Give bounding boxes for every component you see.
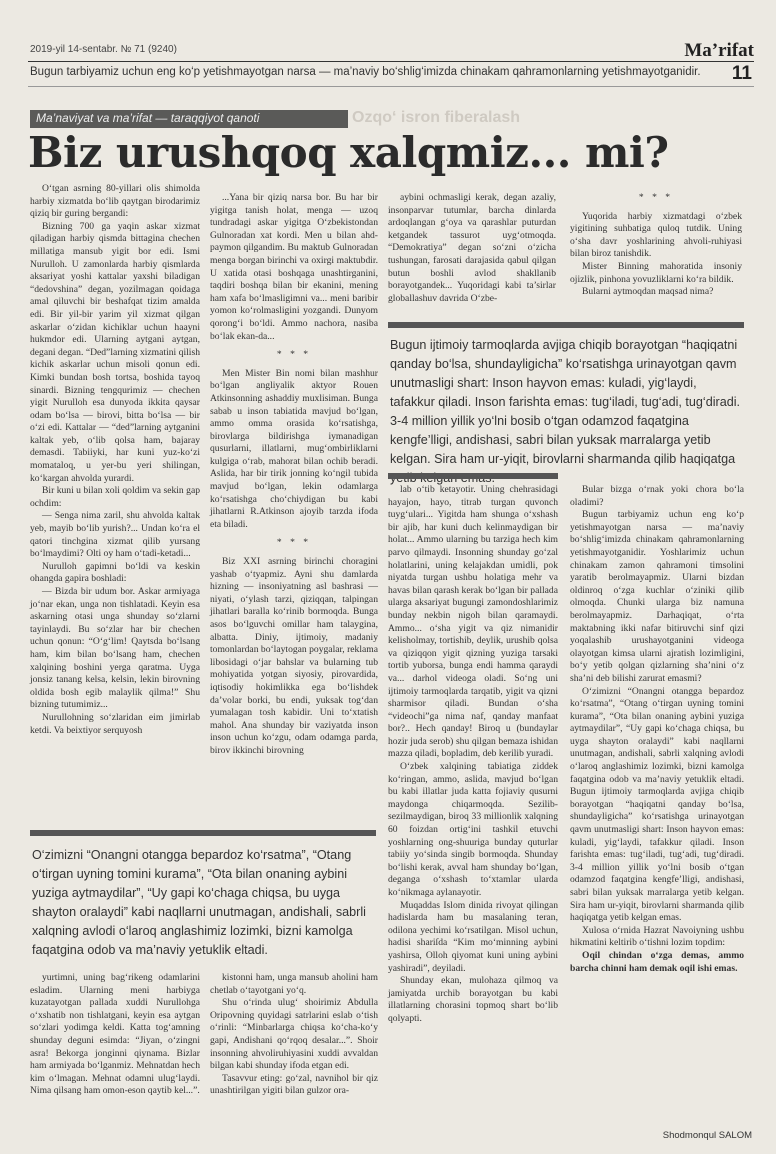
paragraph: Shu o‘rinda ulug‘ shoirimiz Abdulla Oripovning quyidagi satrlarini eslab o‘tish o‘rinli: “Minbarlarga chiqsa ko‘cha-ko‘y gapi, Andishani qo‘rqoq desalar...”. Shoir insonning ahvoliruhiyasini xuddi avvaldan bilgan kabi shunday ifoda etgan edi.	[210, 997, 378, 1072]
paragraph: lab o‘tib ketayotir. Uning chehrasidagi hayajon, hayo, titrab turgan quvonch tuyg‘ulari... Yigitda ham shunga o‘xshash bir ajib, har kuni duch kelinmaydigan bir holat... Ammo ularning bu tarziga hech kim parvo qilmaydi. Insonning shunday go‘zal holatlarini, uning kelajakdan umidli, pok niyatda turgan ushbu holatiga mehr va havas bilan qarash kerak bo‘lgan bir pallada ularga aksariyat bugungi zamondoshlarimiz bunday nekbin nigoh bilan qaramaydi. Ammo... o‘sha yigit va qiz nimanidir kelisholmay, tortishib, deylik, urushib qolsa va qiziqqon yigit qizning yuziga tarsaki tortib yuborsa, bunga endi hamma qaraydi va... darhol videoga oladi. So‘ng uni ijtimoiy tarmoqlarda tarqatib, yigit va qizni sharmisor qiladi. Bundan o‘sha “videochi”ga nima naf, qanday manfaat bor?.. Hech qanday! Biroq u (bundaylar hozir juda serob) shu qilgan bemaza ishidan mazza qiladi, bopladim, deb kerilib yuradi.	[388, 484, 558, 760]
paragraph: kistonni ham, unga mansub aholini ham chetlab o‘tayotgani yo‘q.	[210, 972, 378, 996]
author-signature: Shodmonqul SALOM	[662, 1130, 752, 1141]
section-divider-stars: * * *	[638, 192, 674, 203]
paragraph: Biz XXI asrning birinchi choragini yashab o‘tyapmiz. Ayni shu damlarda hizning — insoniyatning asl bashrasi — niyati, o‘ylash tarzi, qiziqqan, talpingan jihatlari baralla ko‘rinib bormoqda. Bunga asos bo‘lguvchi omillar ham talaygina, albatta. Diniy, ijtimoiy, madaniy tomonlardan bo‘laytogan poygalar, reklama libosidagi o‘jar bahslar va bularning tub mohiyatida yotgan siyosiy, pirovardida, iqtisodiy hokimlikka ega bo‘lishdek da’volar borki, bu endi, yuksak tog‘dan yumalagan tosh kabidir. Uni to‘xtatish mahol. Ana shunday bir vaziyatda inson inson uchun ko‘zgu, odam odamga parda, birov ikkinchi birovning	[210, 556, 378, 756]
paragraph: yurtimni, uning bag‘rikeng odamlarini esladim. Ularning meni harbiyga kuzatayotgan pallada xuddi Nurullohga o‘xshatib non tishlatgani, keyin esa aytgan so‘zlari yodimga keldi. Katta tog‘amning shunday deguni esimda: “Jiyan, o‘zingni asra! Bekorga jonginni qiynama. Bizlar ham armiyada bo‘lganmiz. Mehnatdan hech kim o‘lmagan. Mehnat odamni ulug‘laydi. Nima qilsang ham omon-eson qaytib kel...”.	[30, 972, 200, 1097]
paragraph: Bularni aytmoqdan maqsad nima?	[582, 286, 714, 298]
header-slogan: Bugun tarbiyamiz uchun eng ko‘p yetishmayotgan narsa — ma’naviy bo‘shlig‘imizda chinakam qahramonlarning yetishmayotganidir.	[30, 66, 701, 78]
article-column-5	[388, 484, 558, 1074]
paragraph: Shunday ekan, mulohaza qilmoq va jamiyatda urchib borayotgan bu kabi illatlarning chorasini topmoq shart bo‘lib qolyapti.	[388, 975, 558, 1024]
paragraph: O‘zimizni “Onangni otangga bepardoz ko‘rsatma”, “Otang o‘tirgan uyning tomini kurama”, “Ota bilan onaning aybini yuziga aytmaydilar”, “Uy gapi ko‘chaga chiqsa, bu uyga shayton oralaydi” kabi naqllarni unutmagan, andishali, sabrli xalqning avlodi o‘laroq anglashimiz lozimki, bizni kamolga faqatgina odob va ma’naviy yetuklik eltadi. Bugun ijtimoiy tarmoqlarda avjiga chiqib borayotgan “haqiqatni qanday bo‘lsa, shundayligicha” ko‘rsatishga urinayotgan qavm unutmasligi shart: Inson hayvon emas: kuladi, yig‘laydi, tafakkur qiladi. Inson farishta emas: tug‘iladi, tug‘adi, tug‘diradi. 3-4 million yillik yo‘lni bosib o‘tgan odamzod faqatgina kengfe’lligi, andishasi, sabri bilan yuksak marralarga yetib kelgan. Sira ham ur-yiqit, birovlarni sharmanda qilib haqiqatga yetib kelgan emas.	[570, 685, 744, 924]
article-column-8	[210, 972, 378, 1112]
navoiy-quote: Oqil chindan o‘zga demas, ammo barcha chinni ham demak oqil ishi emas.	[570, 949, 744, 974]
paragraph: Tasavvur eting: go‘zal, navnihol bir qiz unashtirilgan yigiti bilan gulzor ora-	[210, 1072, 378, 1097]
paragraph: Xulosa o‘rnida Hazrat Navoiyning ushbu hikmatini keltirib o‘tishni lozim topdim:	[570, 924, 744, 949]
article-column-1	[30, 183, 200, 737]
paragraph: aybini ochmasligi kerak, degan azaliy, insonparvar tutumlar, barcha dinlarda ardoqlangan g‘oya va qarashlar puturdan ketgandek tassurot uyg‘otmoqda. “Demokratiya” degan so‘zni o‘zicha tushungan, farosati darajasida qabul qilgan butun boshli avlod shakllanib borayotgandek... Yuqoridagi kabi ta’sirlar globallashuv davrida O‘zbe-	[388, 192, 556, 304]
issue-date: 2019-yil 14-sentabr. № 71 (9240)	[30, 44, 177, 55]
header-bottom-rule	[28, 86, 754, 87]
section-divider-stars: * * *	[276, 349, 312, 361]
article-column-6	[570, 484, 744, 1124]
pull-quote-2-top-bar	[30, 830, 376, 836]
paragraph: Nurullohning so‘zlaridan eim jimirlab ketdi. Va beixtiyor serquyosh	[30, 711, 200, 736]
page-number: 11	[731, 63, 752, 84]
header-rule	[28, 61, 754, 62]
article-column-4	[570, 186, 742, 299]
paragraph: Bir kuni u bilan xoli qoldim va sekin gap ochdim:	[30, 485, 200, 509]
paragraph: O‘tgan asrning 80-yillari olis shimolda harbiy xizmatda bo‘lib qaytgan birodarimiz qiziq bir guring bergandi:	[30, 183, 200, 220]
paragraph: Bizning 700 ga yaqin askar xizmat qiladigan harbiy qismda bittagina chechen millatiga mansub yigit bor edi. Ismi Nurulloh. U zamonlarda harbiy qismlarda aksariyat yoshi kattalar yaxshi biladigan “dedovshina” degan, yozilmagan qoidaga amal qiluvchi bir beshafqat tizim amalda edi. Bir yil-bir yarim yil xizmat qilgan askarlar o‘zidan kichiklar uchun haayni hukmdor edi. Ularning aytgani aytgan, degani degan. “Ded”larning xizmatini qilish kichik askarlar uchun misoli qonun edi. Kimki bundan bosh tortsa, boshida tayoq sinardi. Bizning tengqurimiz — chechen yigit Nurulloh esa dunyoda ikkita qaysar odam bo‘lsa — birovi, bitta bo‘lsa — bir o‘zi edi. Kattalar — “ded”larning aytganini kaltak yeb, o‘lib qolsa ham, bajaray demasdi. Tabiiyki, har kuni yuz-ko‘zi momataloq, u yer-bu yeri shilingan, ko‘kargan ahvolda yurardi.	[30, 220, 200, 484]
paragraph: Muqaddas Islom dinida rivoyat qilingan hadislarda ham bu masalaning teran, odilona yechimi ko‘rsatilgan. Misol uchun, hadisi shariſda “Kim mo‘minning aybini yashirsa, Olloh qiyomat kuni uning aybini yashiradi”, deyiladi.	[388, 899, 558, 974]
paragraph: — Bizda bir udum bor. Askar armiyaga jo‘nar ekan, unga non tishlatadi. Keyin esa askarning otasi unga shunday so‘zlarni tayinlaydi. Bu so‘zlar har bir chechen uchun qonun: “O‘g‘lim! Qaytsdа bo‘lsang ham, kim bilan bo‘lsang ham, chechen xalqining boshini yerga qaratma. Uyga jonsiz tanang kelsa, kelsin, lekin birovning oldida bosh egib malaylik qilma!” Shu bizning tutumimiz...	[30, 586, 200, 711]
pull-quote-bottom-bar	[388, 473, 558, 479]
pull-quote-1: Bugun ijtimoiy tarmoqlarda avjiga chiqib borayotgan “haqiqatni qanday bo‘lsa, shundayligicha” ko‘rsatishga urinayotgan qavm unutmasligi shart: Inson hayvon emas: kuladi, yig‘laydi, tafakkur qiladi. Inson farishta emas: tug‘iladi, tug‘adi, tug‘diradi. 3-4 million yillik yo‘lni bosib o‘tgan odamzod faqatgina kengfe’lligi, andishasi, sabri bilan yuksak marralarga yetib kelgan. Sira ham ur-yiqit, birovlarni sharmanda qilib haqiqatga	[390, 338, 741, 466]
article-headline: Biz urushqoq xalqmiz... mi?	[28, 128, 669, 177]
section-rubric: Ma’naviyat va ma’rifat — taraqqiyot qanoti	[30, 110, 348, 128]
bleed-through-text: Ozqo‘ isron fiberalash	[352, 109, 521, 126]
article-column-7	[30, 972, 200, 1112]
section-divider-stars: * * *	[276, 537, 312, 549]
paragraph: Bugun tarbiyamiz uchun eng ko‘p yetishmayotgan narsa — ma’naviy bo‘shlig‘imizda chinakam qahramonlarning yetishmayotganidir. Yoshlarimiz uchun chinakam zamon qahramoni timsolini yaratib berolmayapmiz. Ularni bizdan oldinroq o‘zga kuchlar o‘ziniki qilib olmoqda. Chunki ularga biz namuna berolmayapmiz. Darhaqiqat, o‘rta maktabning ikki nafar bitiruvchi sinf qizi yoqalashib urushayotganini videoga olayotgan kimsa ularni ajratish lozimligini, bo‘y yetib qolgan qizlarning sha’nini o‘z sha’ni deb bilishi zarurat emasmi?	[570, 509, 744, 684]
paragraph: — Senga nima zaril, shu ahvolda kaltak yeb, mayib bo‘lib yurish?... Undan ko‘ra el qatori tinchgina xizmat qilib yursang bo‘lmaydimi? Olti oy ham o‘tadi-ketadi...	[30, 510, 200, 560]
paragraph: Men Mister Bin nomi bilan mashhur bo‘lgan angliyalik aktyor Rouen Atkinsonning ashaddiy muxlisiman. Bunga sabab u inson tabiatida mavjud bo‘lgan, ammo omma orasida ko‘rsatishga, birovlarga bildirishga iymanadigan qusurlarni, illatlarni, mug‘ombirliklarni kulgiga o‘rab, mahorat bilan ochib beradi. Aslida, har bir tirik jonning ko‘ngil tubida mavjud bo‘lgan, lekin odamlarga ko‘rsatishga cho‘chiydigan bu kabi jihatlarni R.Atkinson ajoyib tarzda ifoda eta biladi.	[210, 367, 378, 530]
paragraph: Mister Binning mahoratida insoniy ojizlik, pinhona yovuzliklarni ko‘ra bildik.	[570, 260, 742, 285]
pull-quote-2: O‘zimizni “Onangni otangga bepardoz ko‘rsatma”, “Otang o‘tirgan uyning tomini kurama”, “Ota bilan onaning aybini yuziga aytmaydilar”, “Uy gapi ko‘chaga chiqsa, bu uyga shayton oralaydi” kabi naqllarni unutmagan, andishali, sabrli xalqning avlodi o‘laroq anglashimiz lozimki, bizni kamolga faqatgina odob va ma’naviy yetuklik eltadi.	[32, 848, 366, 957]
paragraph: ...Yana bir qiziq narsa bor. Bu har bir yigitga tanish holat, menga — uzoq tundradagi askar yigitga O‘zbekistondan Gulnoradan xat kordi. Men u bilan ahd-paymon qilgandim. Bu maktub Gulnoradan menga borgan birinchi va oxirgi maktubdir. U xatida otasi boshqaga unashtirganini, taqdiri boshqa bilan bir ekanini, mening ham xafa bo‘lmasligimni va... meni baribir yomon ko‘rolmasligini yozgandi. Dunyom qorong‘i bo‘ldi. Ammo nachora, nasiba bo‘lak ekan-da...	[210, 192, 378, 342]
pull-quote-top-bar	[388, 322, 744, 328]
paragraph: Nurulloh gapimni bo‘ldi va keskin ohangda gapira boshladi:	[30, 560, 200, 585]
article-column-2	[210, 192, 378, 758]
paragraph: Bular bizga o‘rnak yoki chora bo‘la oladimi?	[570, 484, 744, 508]
paragraph: Yuqorida harbiy xizmatdagi o‘zbek yigitining suhbatiga quloq tutdik. Uning o‘sha davr yoshlarining ahvoli-ruhiyasi bilan biroz tanishdik.	[570, 210, 742, 260]
article-column-3	[388, 192, 556, 305]
newspaper-brand: Ma’rifat	[684, 40, 754, 61]
paragraph: O‘zbek xalqining tabiatiga ziddek ko‘ringan, ammo, aslida, mavjud bo‘lgan bu kabi illatlar juda katta fojiaviy qusurni maydonga chiqarmoqda. Sezilib-sezilmaydigan, biroq 33 millionlik xalqning 60 foizdan ortig‘ini tashkil etuvchi yoshlarning ong-shuuriga bunday quturlar tabiiy yo‘sinda singib bormoqda. Shunday bo‘lishi kerak, avval ham shunday bo‘lgan, deganga o‘xshash to‘xtamlar ularda ko‘nikmaga aylanayotir.	[388, 761, 558, 898]
